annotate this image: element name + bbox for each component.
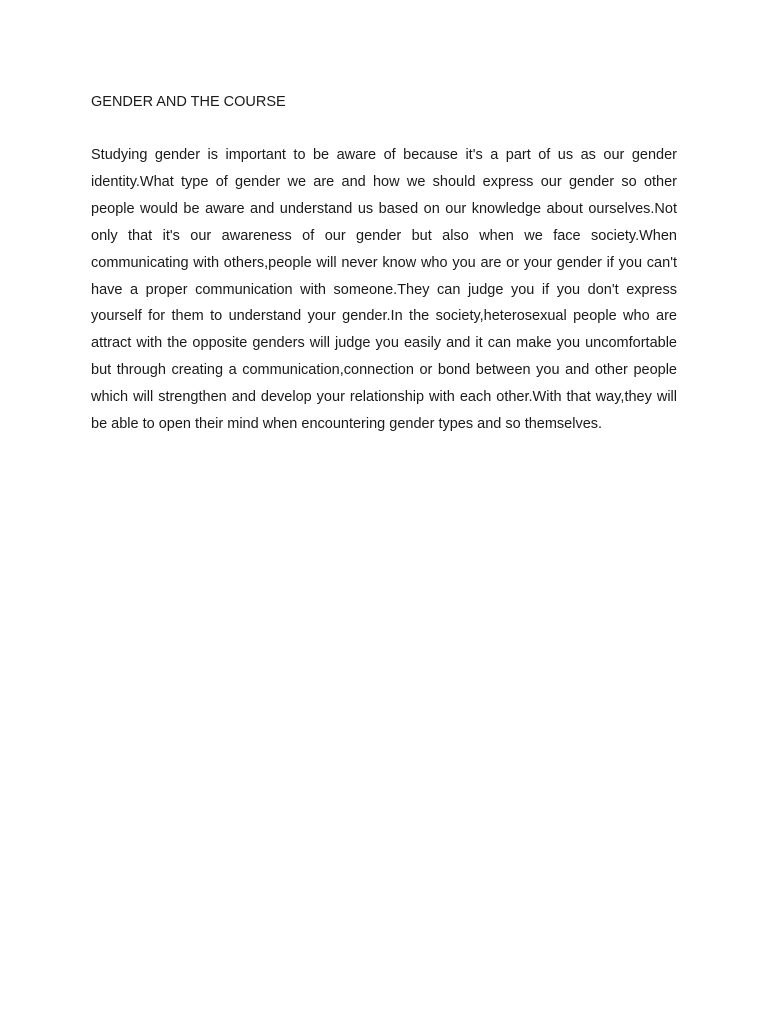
- body-paragraph: Studying gender is important to be aware of because it's a part of us as our gender identity.What type of gender we are and how we should express our gender so other people would be aware and understand us based on our knowledge about ourselves.Not only that it's our awareness of our gender but also when we face society.When communicating with others,people will never know who you are or your gender if you can't have a proper communication with someone.They can judge you if you don't express yourself for them to understand your gender.In the society,heterosexual people who are attract with the opposite genders will judge you easily and it can make you uncomfortable but through creating a communication,connection or bond between you and other people which will strengthen and develop your relationship with each other.With that way,they will be able to open their mind when encountering gender types and so themselves.: [91, 147, 677, 433]
- document-title: GENDER AND THE COURSE: [91, 94, 286, 110]
